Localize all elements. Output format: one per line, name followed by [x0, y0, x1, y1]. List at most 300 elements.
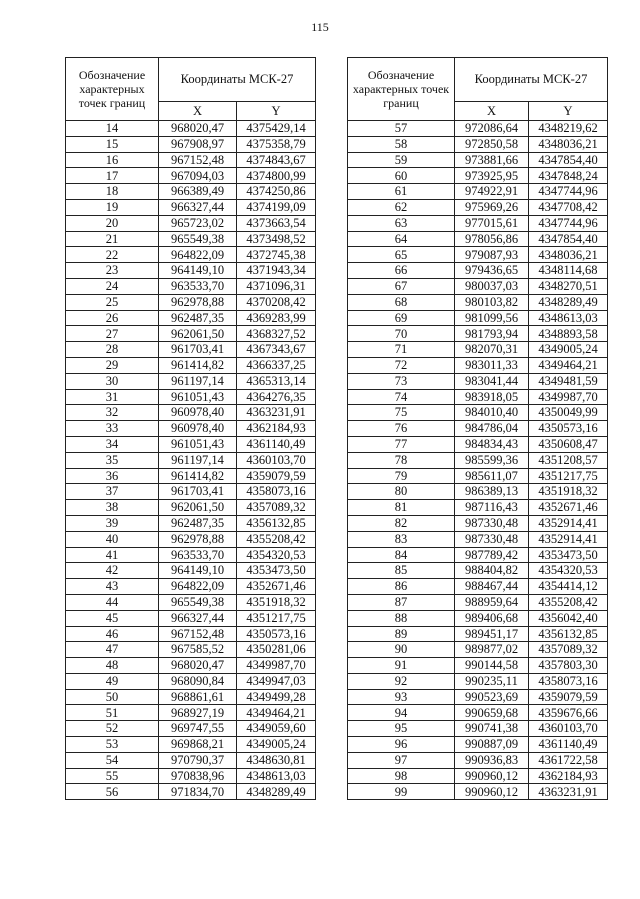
coord-x: 974922,91 [455, 184, 529, 200]
coord-x: 984834,43 [455, 436, 529, 452]
point-number: 79 [348, 468, 455, 484]
table-row [348, 421, 608, 437]
coord-y: 4372745,38 [237, 247, 316, 263]
point-number: 59 [348, 152, 455, 168]
coord-x: 990887,09 [455, 737, 529, 753]
table-row [348, 768, 608, 784]
coord-x: 961051,43 [159, 436, 237, 452]
table-row [66, 610, 316, 626]
coord-x: 965549,38 [159, 594, 237, 610]
table-row [348, 247, 608, 263]
point-number: 64 [348, 231, 455, 247]
table-row [66, 784, 316, 800]
coord-y: 4356042,40 [529, 610, 608, 626]
point-number: 58 [348, 136, 455, 152]
coord-y: 4353473,50 [529, 547, 608, 563]
point-number: 30 [66, 373, 159, 389]
coord-x: 964822,09 [159, 579, 237, 595]
table-row [66, 405, 316, 421]
coord-y: 4348270,51 [529, 278, 608, 294]
point-number: 54 [66, 752, 159, 768]
coord-x: 968861,61 [159, 689, 237, 705]
table-row [66, 294, 316, 310]
coord-x: 964149,10 [159, 263, 237, 279]
point-number: 37 [66, 484, 159, 500]
coord-y: 4364276,35 [237, 389, 316, 405]
coord-y: 4361722,58 [529, 752, 608, 768]
point-number: 67 [348, 278, 455, 294]
table-row [66, 152, 316, 168]
coord-y: 4371096,31 [237, 278, 316, 294]
table-row [66, 642, 316, 658]
coord-y: 4374800,99 [237, 168, 316, 184]
point-number: 98 [348, 768, 455, 784]
coord-y: 4349464,21 [237, 705, 316, 721]
point-number: 19 [66, 199, 159, 215]
table-row [348, 721, 608, 737]
coord-y: 4365313,14 [237, 373, 316, 389]
coord-y: 4347708,42 [529, 199, 608, 215]
coord-y: 4362184,93 [237, 421, 316, 437]
coord-x: 970790,37 [159, 752, 237, 768]
header-coords-label: Координаты МСК-27 [159, 58, 316, 102]
coord-x: 962061,50 [159, 326, 237, 342]
coord-y: 4349005,24 [529, 342, 608, 358]
coord-y: 4362184,93 [529, 768, 608, 784]
point-number: 69 [348, 310, 455, 326]
point-number: 68 [348, 294, 455, 310]
point-number: 75 [348, 405, 455, 421]
table-row [348, 168, 608, 184]
point-number: 94 [348, 705, 455, 721]
table-row [66, 168, 316, 184]
coord-x: 990960,12 [455, 784, 529, 800]
point-number: 82 [348, 515, 455, 531]
coord-x: 983041,44 [455, 373, 529, 389]
table-row [66, 594, 316, 610]
coord-x: 966389,49 [159, 184, 237, 200]
point-number: 53 [66, 737, 159, 753]
point-number: 89 [348, 626, 455, 642]
coord-y: 4360103,70 [529, 721, 608, 737]
header-x: X [159, 102, 237, 121]
coord-y: 4351918,32 [529, 484, 608, 500]
table-row [348, 231, 608, 247]
point-number: 39 [66, 515, 159, 531]
coord-y: 4369283,99 [237, 310, 316, 326]
point-number: 35 [66, 452, 159, 468]
coord-x: 966327,44 [159, 610, 237, 626]
page-number: 115 [311, 20, 329, 34]
table-row [66, 689, 316, 705]
coord-y: 4350573,16 [237, 626, 316, 642]
table-row [66, 357, 316, 373]
coord-x: 979087,93 [455, 247, 529, 263]
table-row [348, 310, 608, 326]
point-number: 28 [66, 342, 159, 358]
point-number: 42 [66, 563, 159, 579]
point-number: 18 [66, 184, 159, 200]
point-number: 20 [66, 215, 159, 231]
table-row [66, 199, 316, 215]
coord-y: 4347854,40 [529, 152, 608, 168]
table-row [66, 452, 316, 468]
table-row [348, 184, 608, 200]
coord-y: 4351217,75 [529, 468, 608, 484]
point-number: 45 [66, 610, 159, 626]
table-row [348, 515, 608, 531]
table-body-left [66, 121, 316, 800]
coord-x: 961197,14 [159, 373, 237, 389]
coord-x: 968020,47 [159, 121, 237, 137]
coord-y: 4358073,16 [529, 673, 608, 689]
table-row [66, 310, 316, 326]
coord-y: 4354414,12 [529, 579, 608, 595]
table-row [348, 752, 608, 768]
table-row [348, 658, 608, 674]
point-number: 49 [66, 673, 159, 689]
table-row [348, 705, 608, 721]
coord-y: 4348613,03 [237, 768, 316, 784]
coord-x: 990936,83 [455, 752, 529, 768]
coord-x: 961703,41 [159, 342, 237, 358]
point-number: 48 [66, 658, 159, 674]
table-row [348, 689, 608, 705]
coord-x: 990960,12 [455, 768, 529, 784]
table-row [66, 278, 316, 294]
table-row [348, 373, 608, 389]
coord-x: 972086,64 [455, 121, 529, 137]
coord-x: 983918,05 [455, 389, 529, 405]
coord-x: 966327,44 [159, 199, 237, 215]
point-number: 73 [348, 373, 455, 389]
point-number: 65 [348, 247, 455, 263]
coord-x: 964149,10 [159, 563, 237, 579]
coord-y: 4373663,54 [237, 215, 316, 231]
table-row [66, 752, 316, 768]
table-row [348, 563, 608, 579]
header-y: Y [529, 102, 608, 121]
table-row [66, 626, 316, 642]
coord-x: 984786,04 [455, 421, 529, 437]
coord-y: 4350573,16 [529, 421, 608, 437]
coord-y: 4355208,42 [529, 594, 608, 610]
point-number: 14 [66, 121, 159, 137]
coord-x: 963533,70 [159, 278, 237, 294]
coord-y: 4367343,67 [237, 342, 316, 358]
coord-x: 990659,68 [455, 705, 529, 721]
point-number: 50 [66, 689, 159, 705]
point-number: 21 [66, 231, 159, 247]
point-number: 23 [66, 263, 159, 279]
point-number: 29 [66, 357, 159, 373]
table-row [348, 579, 608, 595]
point-number: 95 [348, 721, 455, 737]
coord-y: 4348630,81 [237, 752, 316, 768]
table-row [348, 389, 608, 405]
table-row [348, 215, 608, 231]
table-row [348, 784, 608, 800]
coord-x: 986389,13 [455, 484, 529, 500]
coord-x: 967094,03 [159, 168, 237, 184]
coord-x: 964822,09 [159, 247, 237, 263]
coord-x: 984010,40 [455, 405, 529, 421]
coord-y: 4348219,62 [529, 121, 608, 137]
table-row [66, 673, 316, 689]
coord-x: 982070,31 [455, 342, 529, 358]
point-number: 24 [66, 278, 159, 294]
point-number: 99 [348, 784, 455, 800]
table-row [348, 263, 608, 279]
coord-x: 988959,64 [455, 594, 529, 610]
coord-y: 4349987,70 [529, 389, 608, 405]
coord-x: 967585,52 [159, 642, 237, 658]
coord-x: 967152,48 [159, 626, 237, 642]
table-row [348, 594, 608, 610]
point-number: 83 [348, 531, 455, 547]
coord-x: 988404,82 [455, 563, 529, 579]
table-row [348, 342, 608, 358]
table-row [348, 673, 608, 689]
coord-y: 4348036,21 [529, 247, 608, 263]
table-row [66, 136, 316, 152]
coord-x: 971834,70 [159, 784, 237, 800]
table-row [66, 658, 316, 674]
point-number: 86 [348, 579, 455, 595]
point-number: 57 [348, 121, 455, 137]
coord-x: 989877,02 [455, 642, 529, 658]
coord-y: 4374199,09 [237, 199, 316, 215]
table-row [66, 421, 316, 437]
coord-y: 4347744,96 [529, 215, 608, 231]
coord-y: 4347854,40 [529, 231, 608, 247]
coord-x: 973925,95 [455, 168, 529, 184]
coord-y: 4359676,66 [529, 705, 608, 721]
coord-y: 4363231,91 [529, 784, 608, 800]
table-row [66, 231, 316, 247]
point-number: 40 [66, 531, 159, 547]
coord-y: 4352671,46 [529, 500, 608, 516]
coord-y: 4356132,85 [237, 515, 316, 531]
table-row [66, 768, 316, 784]
table-row [348, 326, 608, 342]
point-number: 44 [66, 594, 159, 610]
table-row [348, 136, 608, 152]
coord-x: 983011,33 [455, 357, 529, 373]
point-number: 55 [66, 768, 159, 784]
table-row [66, 326, 316, 342]
point-number: 60 [348, 168, 455, 184]
point-number: 85 [348, 563, 455, 579]
coord-y: 4349499,28 [237, 689, 316, 705]
coord-y: 4374843,67 [237, 152, 316, 168]
point-number: 92 [348, 673, 455, 689]
point-number: 26 [66, 310, 159, 326]
coord-y: 4359079,59 [529, 689, 608, 705]
coord-x: 977015,61 [455, 215, 529, 231]
header-point-label: Обозначение характерных точек границ [348, 58, 455, 121]
coord-y: 4375429,14 [237, 121, 316, 137]
table-row [66, 515, 316, 531]
coord-y: 4349481,59 [529, 373, 608, 389]
table-body-right [348, 121, 608, 800]
point-number: 33 [66, 421, 159, 437]
table-row [66, 484, 316, 500]
coord-x: 968020,47 [159, 658, 237, 674]
table-row [348, 626, 608, 642]
point-number: 56 [66, 784, 159, 800]
point-number: 84 [348, 547, 455, 563]
coord-x: 981099,56 [455, 310, 529, 326]
point-number: 31 [66, 389, 159, 405]
coord-y: 4348289,49 [529, 294, 608, 310]
table-row [348, 468, 608, 484]
coord-x: 961414,82 [159, 357, 237, 373]
point-number: 27 [66, 326, 159, 342]
coord-x: 989451,17 [455, 626, 529, 642]
point-number: 61 [348, 184, 455, 200]
coord-y: 4358073,16 [237, 484, 316, 500]
coord-y: 4357089,32 [237, 500, 316, 516]
point-number: 93 [348, 689, 455, 705]
coord-x: 961703,41 [159, 484, 237, 500]
coord-y: 4361140,49 [529, 737, 608, 753]
coord-x: 979436,65 [455, 263, 529, 279]
coord-x: 965723,02 [159, 215, 237, 231]
point-number: 97 [348, 752, 455, 768]
coord-y: 4354320,53 [237, 547, 316, 563]
coord-y: 4371943,34 [237, 263, 316, 279]
point-number: 46 [66, 626, 159, 642]
coord-x: 975969,26 [455, 199, 529, 215]
table-row [66, 184, 316, 200]
table-row [66, 705, 316, 721]
table-row [348, 405, 608, 421]
point-number: 91 [348, 658, 455, 674]
table-row [348, 484, 608, 500]
coord-y: 4352914,41 [529, 531, 608, 547]
coord-x: 968927,19 [159, 705, 237, 721]
table-row [66, 342, 316, 358]
coord-y: 4349005,24 [237, 737, 316, 753]
coord-x: 963533,70 [159, 547, 237, 563]
coord-x: 962061,50 [159, 500, 237, 516]
point-number: 90 [348, 642, 455, 658]
table-row [348, 610, 608, 626]
table-row [348, 547, 608, 563]
header-x: X [455, 102, 529, 121]
coord-x: 990523,69 [455, 689, 529, 705]
point-number: 74 [348, 389, 455, 405]
header-point-label: Обозначение характерных точек границ [66, 58, 159, 121]
table-row [66, 215, 316, 231]
table-row [66, 737, 316, 753]
coord-y: 4348893,58 [529, 326, 608, 342]
coord-x: 972850,58 [455, 136, 529, 152]
point-number: 70 [348, 326, 455, 342]
coord-y: 4349987,70 [237, 658, 316, 674]
coord-x: 967908,97 [159, 136, 237, 152]
table-row [348, 357, 608, 373]
coord-x: 988467,44 [455, 579, 529, 595]
point-number: 96 [348, 737, 455, 753]
coord-y: 4352914,41 [529, 515, 608, 531]
coord-x: 962487,35 [159, 515, 237, 531]
table-row [66, 500, 316, 516]
point-number: 25 [66, 294, 159, 310]
coord-y: 4350608,47 [529, 436, 608, 452]
coord-y: 4348613,03 [529, 310, 608, 326]
table-row [66, 531, 316, 547]
point-number: 51 [66, 705, 159, 721]
coord-x: 960978,40 [159, 421, 237, 437]
point-number: 66 [348, 263, 455, 279]
coord-x: 990741,38 [455, 721, 529, 737]
coord-y: 4349464,21 [529, 357, 608, 373]
point-number: 81 [348, 500, 455, 516]
point-number: 43 [66, 579, 159, 595]
point-number: 88 [348, 610, 455, 626]
point-number: 47 [66, 642, 159, 658]
table-row [348, 642, 608, 658]
coord-x: 973881,66 [455, 152, 529, 168]
coord-y: 4361140,49 [237, 436, 316, 452]
point-number: 72 [348, 357, 455, 373]
coord-y: 4366337,25 [237, 357, 316, 373]
coord-x: 980037,03 [455, 278, 529, 294]
table-row [348, 436, 608, 452]
coord-x: 987116,43 [455, 500, 529, 516]
coord-y: 4347744,96 [529, 184, 608, 200]
table-row [348, 294, 608, 310]
point-number: 32 [66, 405, 159, 421]
point-number: 77 [348, 436, 455, 452]
coord-x: 962487,35 [159, 310, 237, 326]
coord-x: 981793,94 [455, 326, 529, 342]
table-row [66, 121, 316, 137]
table-row [66, 373, 316, 389]
coord-x: 985599,36 [455, 452, 529, 468]
coord-y: 4349947,03 [237, 673, 316, 689]
coord-x: 989406,68 [455, 610, 529, 626]
coord-y: 4357803,30 [529, 658, 608, 674]
table-row [348, 278, 608, 294]
point-number: 17 [66, 168, 159, 184]
coord-x: 980103,82 [455, 294, 529, 310]
coord-y: 4348114,68 [529, 263, 608, 279]
coord-y: 4359079,59 [237, 468, 316, 484]
coord-x: 961197,14 [159, 452, 237, 468]
coord-y: 4354320,53 [529, 563, 608, 579]
point-number: 16 [66, 152, 159, 168]
coord-x: 970838,96 [159, 768, 237, 784]
coordinates-table-right [347, 57, 608, 800]
coord-y: 4374250,86 [237, 184, 316, 200]
table-row [348, 452, 608, 468]
point-number: 63 [348, 215, 455, 231]
coord-x: 961414,82 [159, 468, 237, 484]
table-row [66, 563, 316, 579]
coord-x: 967152,48 [159, 152, 237, 168]
table-row [66, 547, 316, 563]
coord-y: 4351208,57 [529, 452, 608, 468]
table-row [348, 737, 608, 753]
coord-y: 4351217,75 [237, 610, 316, 626]
table-row [66, 263, 316, 279]
table-row [66, 579, 316, 595]
table-row [66, 247, 316, 263]
coord-y: 4350281,06 [237, 642, 316, 658]
